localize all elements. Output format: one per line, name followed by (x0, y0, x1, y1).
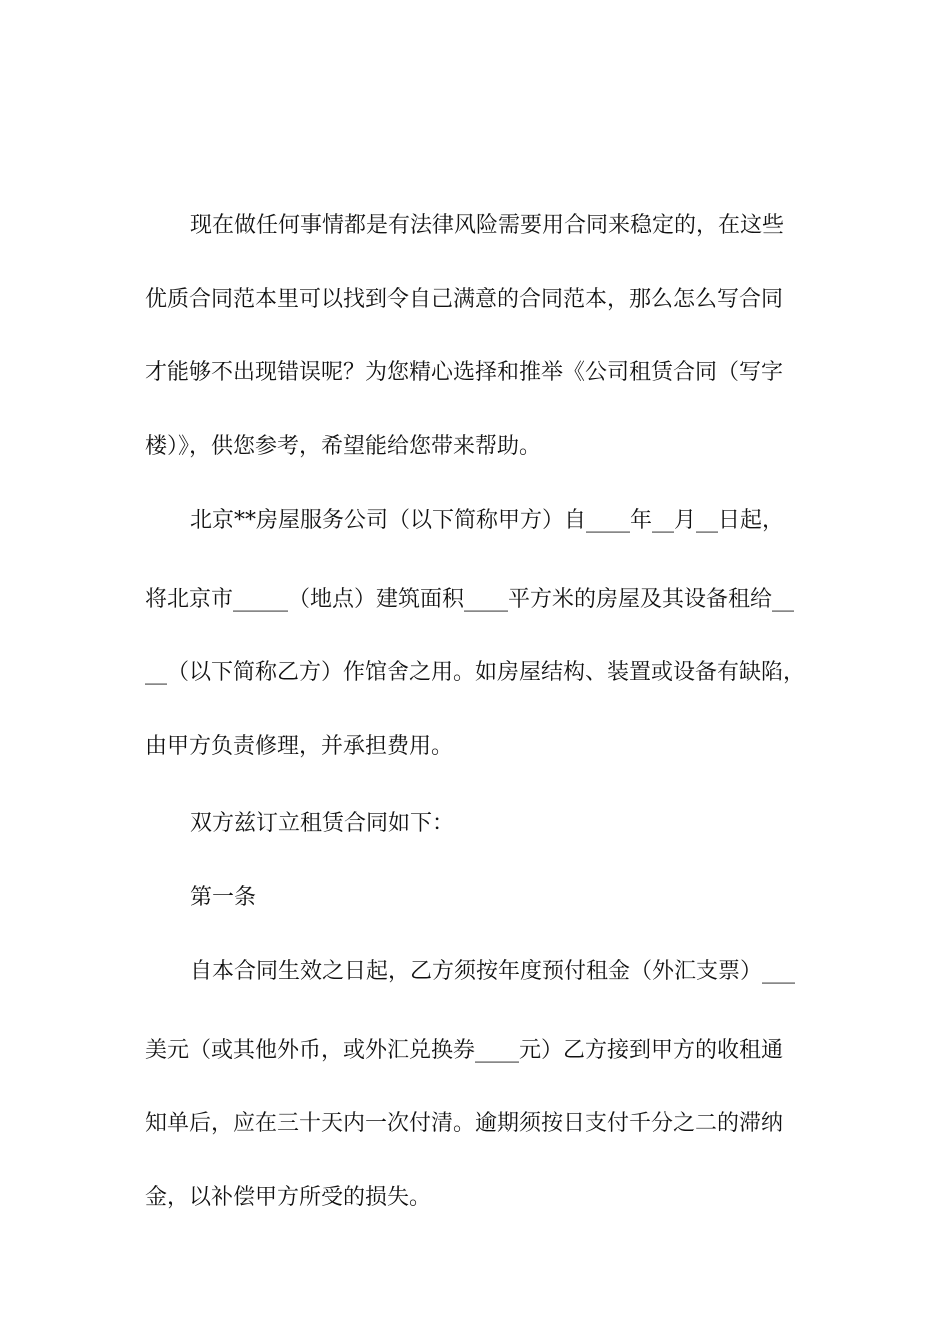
paragraph-2-line-1: 北京**房屋服务公司（以下简称甲方）自____年__月__日起， (190, 508, 785, 533)
paragraph-2-line-3: __（以下简称乙方）作馆舍之用。如房屋结构、装置或设备有缺陷， (145, 660, 806, 685)
paragraph-1-line-4: 楼）》，供您参考，希望能给您带来帮助。 (145, 434, 542, 459)
paragraph-5-line-1: 自本合同生效之日起，乙方须按年度预付租金（外汇支票）___ (190, 959, 796, 984)
article-heading: 第一条 (190, 885, 257, 910)
paragraph-5-line-4: 金，以补偿甲方所受的损失。 (145, 1185, 432, 1210)
paragraph-5-line-3: 知单后，应在三十天内一次付清。逾期须按日支付千分之二的滞纳 (145, 1111, 784, 1136)
paragraph-1-line-3: 才能够不出现错误呢？为您精心选择和推举《公司租赁合同（写字 (145, 360, 784, 385)
paragraph-2-line-4: 由甲方负责修理，并承担费用。 (145, 734, 454, 759)
paragraph-5-line-2: 美元（或其他外币，或外汇兑换券____元）乙方接到甲方的收租通 (145, 1038, 784, 1063)
paragraph-2-line-2: 将北京市_____（地点）建筑面积____平方米的房屋及其设备租给__ (145, 587, 795, 612)
paragraph-1-line-1: 现在做任何事情都是有法律风险需要用合同来稳定的，在这些 (190, 213, 785, 238)
paragraph-1-line-2: 优质合同范本里可以找到令自己满意的合同范本，那么怎么写合同 (145, 287, 784, 312)
paragraph-3-line-1: 双方兹订立租赁合同如下： (190, 811, 455, 836)
